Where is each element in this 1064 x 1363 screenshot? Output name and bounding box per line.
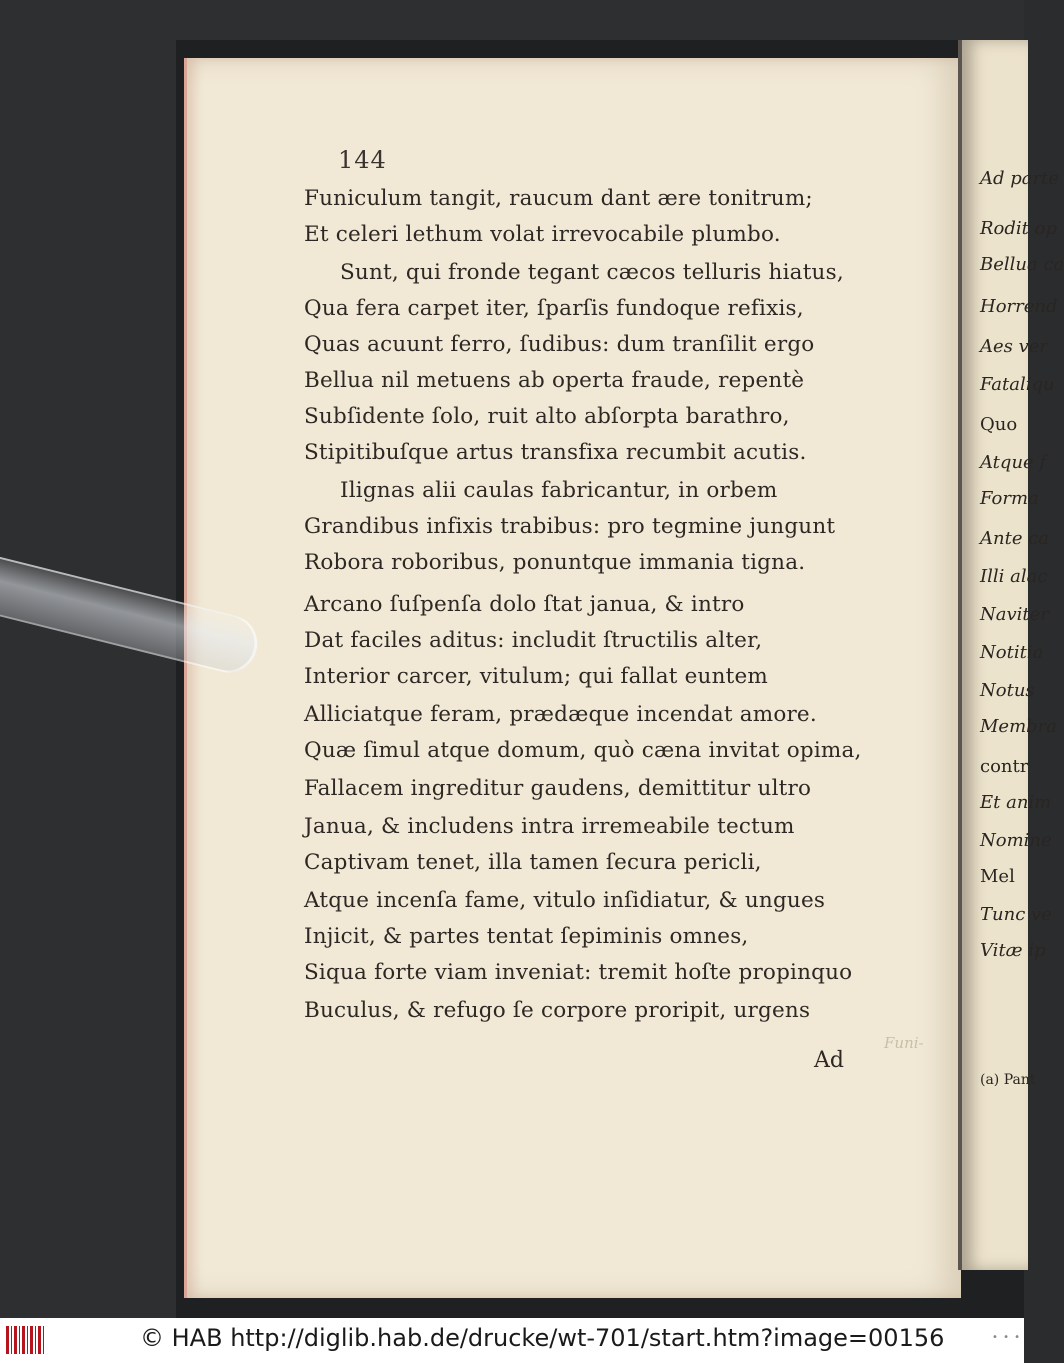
text-line: Atque incenſa fame, vitulo inſidiatur, & ungues	[304, 888, 826, 913]
text-line: Quæ ſimul atque domum, quò cæna invitat opima,	[304, 738, 862, 763]
footer-dots: • • •	[992, 1332, 1022, 1343]
right-page-fragment: Ante ca	[980, 528, 1050, 549]
text-line: Et celeri lethum volat irrevocabile plumbo.	[304, 222, 781, 247]
catchword: Ad	[814, 1048, 844, 1073]
right-page-fragment: Nomine	[980, 830, 1052, 851]
text-line: Grandibus infixis trabibus: pro tegmine jungunt	[304, 514, 836, 539]
text-line: Funiculum tangit, raucum dant ære tonitrum;	[304, 186, 813, 211]
text-line: Buculus, & refugo ſe corpore proripit, urgens	[304, 998, 811, 1023]
right-page-fragment: Notus	[980, 680, 1035, 701]
text-line: Captivam tenet, illa tamen ſecura pericli,	[304, 850, 762, 875]
copyright-link[interactable]: © HAB http://diglib.hab.de/drucke/wt-701/start.htm?image=00156	[140, 1324, 945, 1352]
footer-bar	[0, 1318, 1024, 1363]
text-line: Qua fera carpet iter, ſparſis fundoque refixis,	[304, 296, 804, 321]
right-page-fragment: Rodit op	[980, 218, 1057, 239]
text-line: Alliciatque feram, prædæque incendat amore.	[304, 702, 817, 727]
text-line: Robora roboribus, ponuntque immania tigna.	[304, 550, 806, 575]
text-line: Arcano ſuſpenſa dolo ſtat janua, & intro	[304, 592, 745, 617]
right-page-fragment: Et anim	[980, 792, 1052, 813]
text-line: Ilignas alii caulas fabricantur, in orbem	[340, 478, 778, 503]
text-line: Sunt, qui fronde tegant cæcos telluris hiatus,	[340, 260, 844, 285]
right-page-fragment: Atque f	[980, 452, 1047, 473]
right-page-fragment: Naviter	[980, 604, 1049, 625]
text-line: Quas acuunt ferro, ſudibus: dum tranſilit ergo	[304, 332, 815, 357]
bleed-through-text: Funi-	[884, 1034, 924, 1052]
right-page-fragment: Illi alac	[980, 566, 1048, 587]
text-line: Stipitibuſque artus transfixa recumbit acutis.	[304, 440, 807, 465]
text-line: Siqua forte viam inveniat: tremit hoſte propinquo	[304, 960, 853, 985]
right-page-fragment: Aes ver	[980, 336, 1049, 357]
right-page-fragment: Membra	[980, 716, 1058, 737]
right-page-fragment: Fataliqu	[980, 374, 1055, 395]
right-page-fragment: contr	[980, 756, 1029, 777]
text-line: Janua, & includens intra irremeabile tectum	[304, 814, 795, 839]
text-line: Injicit, & partes tentat ſepiminis omnes,	[304, 924, 749, 949]
right-page-footnote: (a) Pant	[980, 1072, 1036, 1088]
right-page-fragment: Notitia	[980, 642, 1044, 663]
page-number: 144	[338, 146, 387, 174]
text-line: Dat faciles aditus: includit ſtructilis alter,	[304, 628, 763, 653]
right-page-fragment: Tunc ve	[980, 904, 1052, 925]
right-page-fragment: Mel	[980, 866, 1015, 887]
text-line: Subſidente ſolo, ruit alto abſorpta barathro,	[304, 404, 790, 429]
text-line: Fallacem ingreditur gaudens, demittitur ultro	[304, 776, 812, 801]
text-line: Bellua nil metuens ab operta fraude, repentè	[304, 368, 805, 393]
text-line: Interior carcer, vitulum; qui fallat euntem	[304, 664, 769, 689]
right-page-edge	[958, 40, 1064, 1270]
right-page-fragment: Vitæ ip	[980, 940, 1046, 961]
right-page-fragment: Forma	[980, 488, 1039, 509]
hab-logo-icon	[6, 1326, 46, 1354]
right-page-fragment: Horrend	[980, 296, 1058, 317]
right-page-fragment: Quo	[980, 414, 1018, 435]
right-page-fragment: Ad parte	[980, 168, 1059, 189]
right-page-fragment: Bellua ca	[980, 254, 1064, 275]
